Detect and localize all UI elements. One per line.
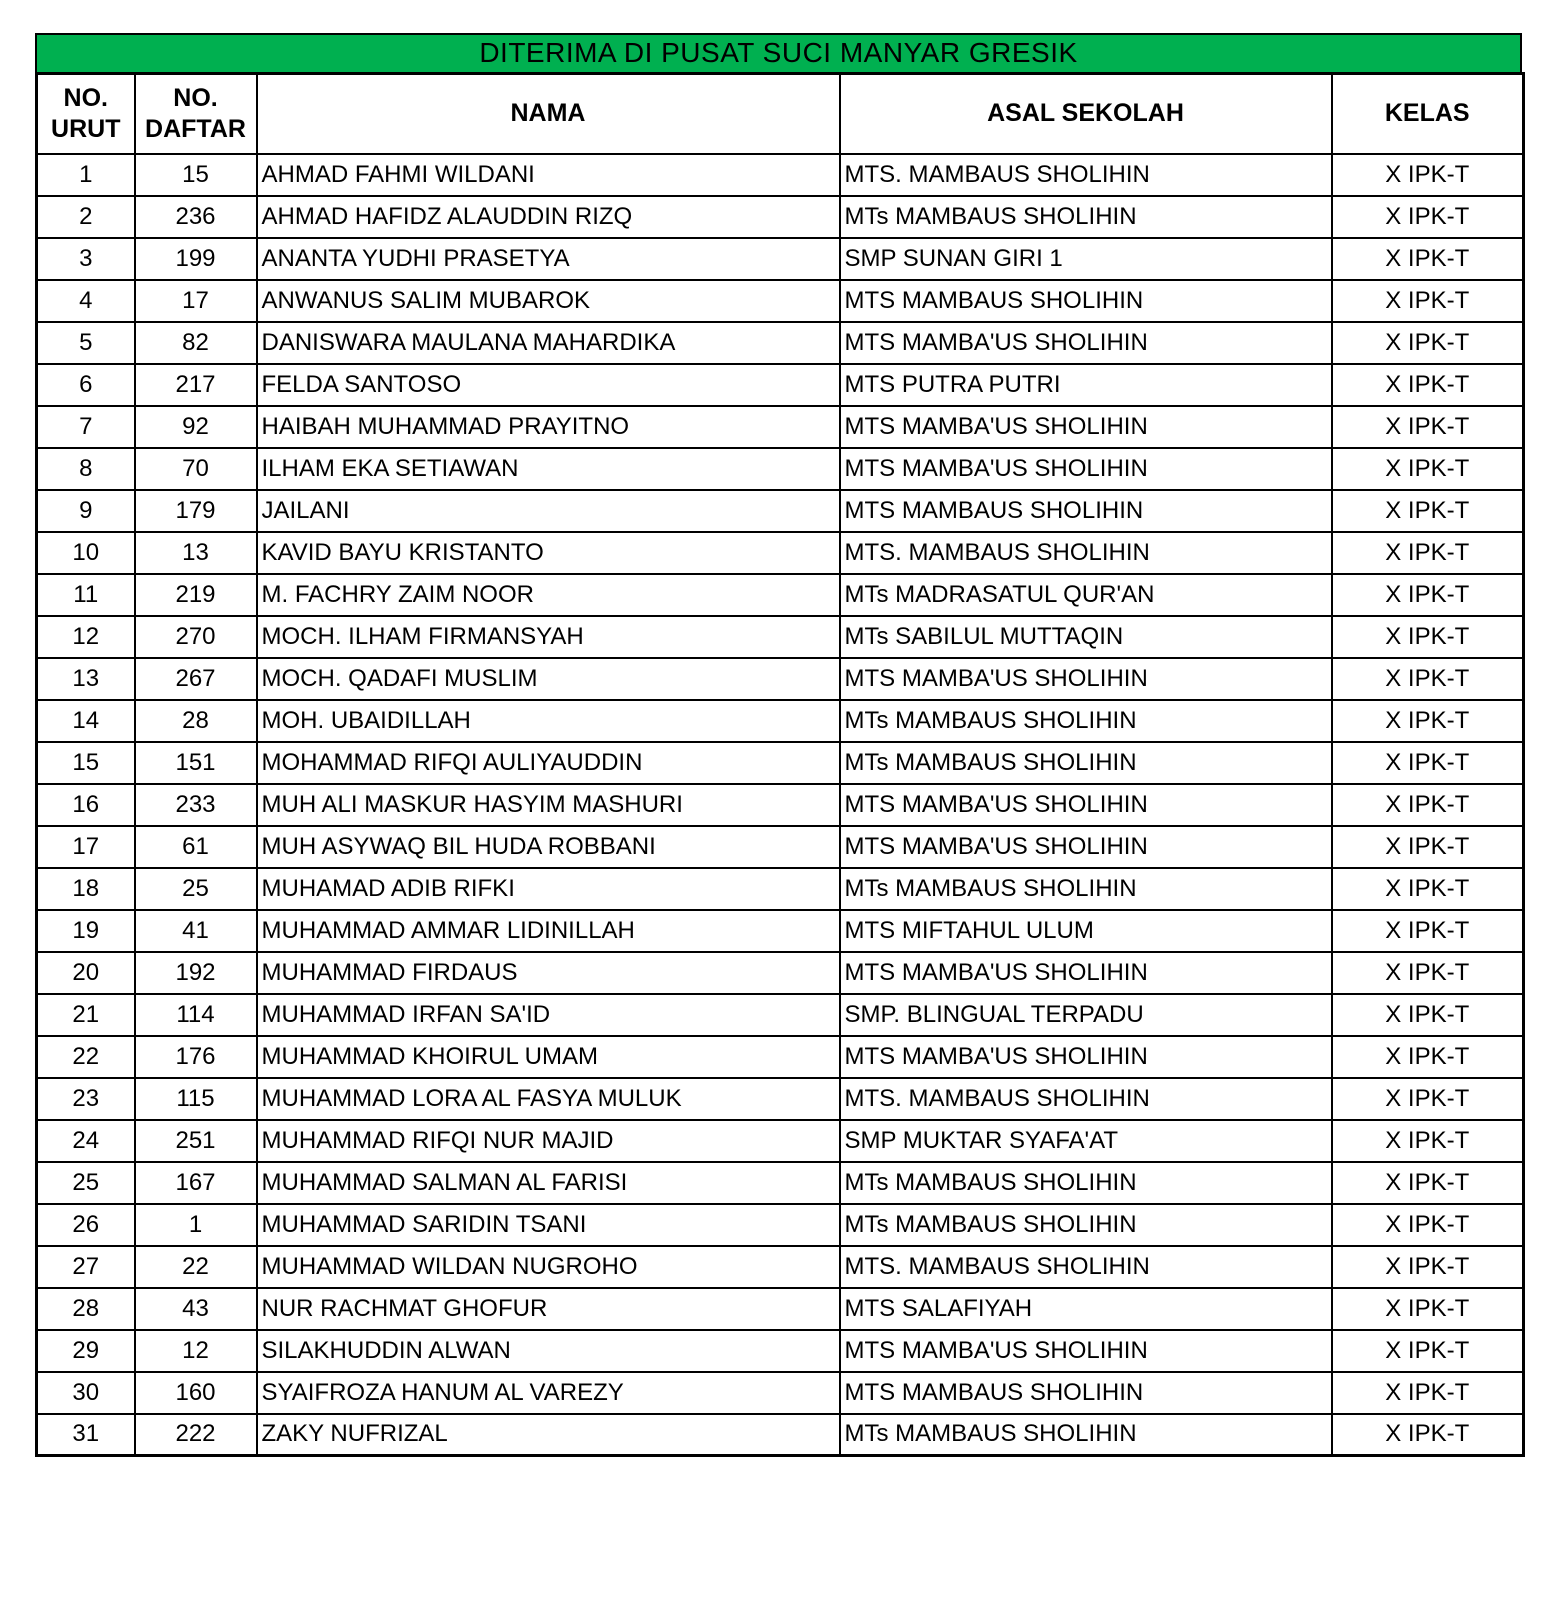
cell-no-daftar: 43 xyxy=(135,1288,257,1330)
cell-no-urut: 19 xyxy=(37,910,135,952)
table-row xyxy=(37,616,1524,658)
cell-nama: HAIBAH MUHAMMAD PRAYITNO xyxy=(257,406,840,448)
cell-no-daftar: 92 xyxy=(135,406,257,448)
cell-no-daftar: 267 xyxy=(135,658,257,700)
cell-asal-sekolah: MTS SALAFIYAH xyxy=(840,1288,1332,1330)
cell-nama: MUHAMMAD RIFQI NUR MAJID xyxy=(257,1120,840,1162)
cell-kelas: X IPK-T xyxy=(1332,868,1524,910)
table-row xyxy=(37,238,1524,280)
cell-no-urut: 1 xyxy=(37,154,135,196)
cell-kelas: X IPK-T xyxy=(1332,1036,1524,1078)
table-header xyxy=(37,74,1524,154)
cell-kelas: X IPK-T xyxy=(1332,1204,1524,1246)
cell-no-daftar: 13 xyxy=(135,532,257,574)
cell-no-daftar: 17 xyxy=(135,280,257,322)
header-nama: NAMA xyxy=(257,74,840,154)
cell-asal-sekolah: MTS MAMBAUS SHOLIHIN xyxy=(840,280,1332,322)
cell-kelas: X IPK-T xyxy=(1332,1330,1524,1372)
cell-no-daftar: 219 xyxy=(135,574,257,616)
cell-nama: MOCH. QADAFI MUSLIM xyxy=(257,658,840,700)
cell-no-daftar: 82 xyxy=(135,322,257,364)
cell-asal-sekolah: MTs MAMBAUS SHOLIHIN xyxy=(840,742,1332,784)
cell-kelas: X IPK-T xyxy=(1332,238,1524,280)
cell-no-daftar: 61 xyxy=(135,826,257,868)
cell-asal-sekolah: MTs MAMBAUS SHOLIHIN xyxy=(840,196,1332,238)
cell-no-daftar: 15 xyxy=(135,154,257,196)
cell-no-urut: 10 xyxy=(37,532,135,574)
cell-kelas: X IPK-T xyxy=(1332,700,1524,742)
cell-no-urut: 16 xyxy=(37,784,135,826)
header-kelas: KELAS xyxy=(1332,74,1524,154)
cell-asal-sekolah: MTS. MAMBAUS SHOLIHIN xyxy=(840,154,1332,196)
table-row xyxy=(37,868,1524,910)
cell-kelas: X IPK-T xyxy=(1332,532,1524,574)
table-row xyxy=(37,532,1524,574)
cell-no-daftar: 233 xyxy=(135,784,257,826)
table-body xyxy=(37,154,1524,1456)
table-row xyxy=(37,994,1524,1036)
cell-nama: MOCH. ILHAM FIRMANSYAH xyxy=(257,616,840,658)
cell-kelas: X IPK-T xyxy=(1332,1078,1524,1120)
table-row xyxy=(37,952,1524,994)
cell-kelas: X IPK-T xyxy=(1332,1120,1524,1162)
table-row xyxy=(37,1246,1524,1288)
cell-asal-sekolah: MTs MADRASATUL QUR'AN xyxy=(840,574,1332,616)
cell-no-daftar: 1 xyxy=(135,1204,257,1246)
cell-nama: MOHAMMAD RIFQI AULIYAUDDIN xyxy=(257,742,840,784)
cell-asal-sekolah: MTs MAMBAUS SHOLIHIN xyxy=(840,1162,1332,1204)
cell-no-urut: 12 xyxy=(37,616,135,658)
cell-asal-sekolah: MTs MAMBAUS SHOLIHIN xyxy=(840,1204,1332,1246)
cell-nama: MUHAMMAD KHOIRUL UMAM xyxy=(257,1036,840,1078)
cell-kelas: X IPK-T xyxy=(1332,364,1524,406)
cell-nama: ILHAM EKA SETIAWAN xyxy=(257,448,840,490)
cell-nama: AHMAD FAHMI WILDANI xyxy=(257,154,840,196)
cell-no-urut: 8 xyxy=(37,448,135,490)
cell-nama: AHMAD HAFIDZ ALAUDDIN RIZQ xyxy=(257,196,840,238)
cell-kelas: X IPK-T xyxy=(1332,826,1524,868)
header-no-daftar: NO. DAFTAR xyxy=(135,74,257,154)
cell-no-urut: 9 xyxy=(37,490,135,532)
cell-nama: MUHAMMAD IRFAN SA'ID xyxy=(257,994,840,1036)
table-row xyxy=(37,1414,1524,1456)
cell-no-daftar: 222 xyxy=(135,1414,257,1456)
cell-asal-sekolah: MTs MAMBAUS SHOLIHIN xyxy=(840,1414,1332,1456)
cell-no-urut: 15 xyxy=(37,742,135,784)
cell-asal-sekolah: MTs MAMBAUS SHOLIHIN xyxy=(840,700,1332,742)
table-row xyxy=(37,1288,1524,1330)
cell-no-urut: 5 xyxy=(37,322,135,364)
cell-no-urut: 30 xyxy=(37,1372,135,1414)
cell-asal-sekolah: MTS MIFTAHUL ULUM xyxy=(840,910,1332,952)
table-row xyxy=(37,574,1524,616)
cell-asal-sekolah: MTS PUTRA PUTRI xyxy=(840,364,1332,406)
cell-asal-sekolah: SMP MUKTAR SYAFA'AT xyxy=(840,1120,1332,1162)
cell-kelas: X IPK-T xyxy=(1332,1414,1524,1456)
cell-no-urut: 29 xyxy=(37,1330,135,1372)
table-row xyxy=(37,154,1524,196)
cell-kelas: X IPK-T xyxy=(1332,658,1524,700)
cell-no-daftar: 167 xyxy=(135,1162,257,1204)
header-row xyxy=(37,74,1524,154)
cell-nama: ANWANUS SALIM MUBAROK xyxy=(257,280,840,322)
cell-no-daftar: 25 xyxy=(135,868,257,910)
cell-asal-sekolah: MTS MAMBA'US SHOLIHIN xyxy=(840,448,1332,490)
cell-no-daftar: 41 xyxy=(135,910,257,952)
cell-no-daftar: 251 xyxy=(135,1120,257,1162)
cell-no-daftar: 70 xyxy=(135,448,257,490)
cell-asal-sekolah: MTS MAMBAUS SHOLIHIN xyxy=(840,490,1332,532)
table-row xyxy=(37,1372,1524,1414)
table-row xyxy=(37,784,1524,826)
table-row xyxy=(37,490,1524,532)
table-title-bar: DITERIMA DI PUSAT SUCI MANYAR GRESIK xyxy=(35,33,1522,72)
cell-asal-sekolah: MTS MAMBA'US SHOLIHIN xyxy=(840,952,1332,994)
cell-no-urut: 24 xyxy=(37,1120,135,1162)
cell-kelas: X IPK-T xyxy=(1332,994,1524,1036)
table-row xyxy=(37,364,1524,406)
cell-kelas: X IPK-T xyxy=(1332,784,1524,826)
cell-no-urut: 21 xyxy=(37,994,135,1036)
cell-nama: MUHAMAD ADIB RIFKI xyxy=(257,868,840,910)
cell-kelas: X IPK-T xyxy=(1332,448,1524,490)
cell-no-urut: 25 xyxy=(37,1162,135,1204)
cell-asal-sekolah: MTS MAMBA'US SHOLIHIN xyxy=(840,658,1332,700)
table-row xyxy=(37,1120,1524,1162)
cell-nama: MUHAMMAD SALMAN AL FARISI xyxy=(257,1162,840,1204)
cell-no-daftar: 179 xyxy=(135,490,257,532)
cell-kelas: X IPK-T xyxy=(1332,1372,1524,1414)
cell-asal-sekolah: MTS. MAMBAUS SHOLIHIN xyxy=(840,1246,1332,1288)
table-row xyxy=(37,196,1524,238)
table-row xyxy=(37,1036,1524,1078)
cell-no-urut: 27 xyxy=(37,1246,135,1288)
cell-no-urut: 11 xyxy=(37,574,135,616)
cell-kelas: X IPK-T xyxy=(1332,1288,1524,1330)
cell-nama: FELDA SANTOSO xyxy=(257,364,840,406)
cell-nama: ANANTA YUDHI PRASETYA xyxy=(257,238,840,280)
cell-kelas: X IPK-T xyxy=(1332,280,1524,322)
header-asal-sekolah: ASAL SEKOLAH xyxy=(840,74,1332,154)
table-row xyxy=(37,910,1524,952)
cell-nama: MUHAMMAD AMMAR LIDINILLAH xyxy=(257,910,840,952)
cell-asal-sekolah: MTS. MAMBAUS SHOLIHIN xyxy=(840,1078,1332,1120)
table-row xyxy=(37,280,1524,322)
table-row xyxy=(37,322,1524,364)
cell-kelas: X IPK-T xyxy=(1332,1162,1524,1204)
cell-no-urut: 13 xyxy=(37,658,135,700)
cell-nama: SILAKHUDDIN ALWAN xyxy=(257,1330,840,1372)
cell-no-urut: 20 xyxy=(37,952,135,994)
cell-no-daftar: 28 xyxy=(135,700,257,742)
cell-nama: SYAIFROZA HANUM AL VAREZY xyxy=(257,1372,840,1414)
table-row xyxy=(37,1078,1524,1120)
cell-no-daftar: 115 xyxy=(135,1078,257,1120)
cell-asal-sekolah: MTS MAMBAUS SHOLIHIN xyxy=(840,1372,1332,1414)
cell-no-urut: 18 xyxy=(37,868,135,910)
cell-kelas: X IPK-T xyxy=(1332,616,1524,658)
cell-asal-sekolah: MTS MAMBA'US SHOLIHIN xyxy=(840,784,1332,826)
cell-nama: NUR RACHMAT GHOFUR xyxy=(257,1288,840,1330)
cell-nama: KAVID BAYU KRISTANTO xyxy=(257,532,840,574)
cell-asal-sekolah: SMP SUNAN GIRI 1 xyxy=(840,238,1332,280)
cell-no-daftar: 114 xyxy=(135,994,257,1036)
cell-no-urut: 7 xyxy=(37,406,135,448)
cell-kelas: X IPK-T xyxy=(1332,196,1524,238)
cell-kelas: X IPK-T xyxy=(1332,490,1524,532)
cell-nama: MUHAMMAD FIRDAUS xyxy=(257,952,840,994)
cell-kelas: X IPK-T xyxy=(1332,574,1524,616)
cell-asal-sekolah: MTS MAMBA'US SHOLIHIN xyxy=(840,322,1332,364)
table-row xyxy=(37,700,1524,742)
cell-no-urut: 14 xyxy=(37,700,135,742)
cell-no-daftar: 22 xyxy=(135,1246,257,1288)
cell-no-urut: 2 xyxy=(37,196,135,238)
cell-no-daftar: 12 xyxy=(135,1330,257,1372)
cell-no-daftar: 217 xyxy=(135,364,257,406)
header-no-urut: NO. URUT xyxy=(37,74,135,154)
cell-nama: M. FACHRY ZAIM NOOR xyxy=(257,574,840,616)
cell-asal-sekolah: MTS MAMBA'US SHOLIHIN xyxy=(840,826,1332,868)
cell-nama: DANISWARA MAULANA MAHARDIKA xyxy=(257,322,840,364)
cell-nama: MUHAMMAD SARIDIN TSANI xyxy=(257,1204,840,1246)
cell-asal-sekolah: MTS MAMBA'US SHOLIHIN xyxy=(840,1036,1332,1078)
table-row xyxy=(37,1162,1524,1204)
cell-no-daftar: 160 xyxy=(135,1372,257,1414)
cell-kelas: X IPK-T xyxy=(1332,322,1524,364)
cell-kelas: X IPK-T xyxy=(1332,952,1524,994)
cell-nama: JAILANI xyxy=(257,490,840,532)
table-row xyxy=(37,1204,1524,1246)
cell-no-daftar: 176 xyxy=(135,1036,257,1078)
acceptance-table xyxy=(35,72,1525,1457)
cell-no-daftar: 151 xyxy=(135,742,257,784)
cell-nama: MUHAMMAD LORA AL FASYA MULUK xyxy=(257,1078,840,1120)
cell-no-urut: 17 xyxy=(37,826,135,868)
table-row xyxy=(37,1330,1524,1372)
cell-no-urut: 3 xyxy=(37,238,135,280)
table-row xyxy=(37,406,1524,448)
cell-asal-sekolah: SMP. BLINGUAL TERPADU xyxy=(840,994,1332,1036)
cell-nama: ZAKY NUFRIZAL xyxy=(257,1414,840,1456)
table-row xyxy=(37,826,1524,868)
cell-no-urut: 26 xyxy=(37,1204,135,1246)
cell-kelas: X IPK-T xyxy=(1332,406,1524,448)
cell-no-urut: 4 xyxy=(37,280,135,322)
cell-kelas: X IPK-T xyxy=(1332,742,1524,784)
table-row xyxy=(37,658,1524,700)
table-row xyxy=(37,742,1524,784)
cell-nama: MUH ALI MASKUR HASYIM MASHURI xyxy=(257,784,840,826)
cell-asal-sekolah: MTS MAMBA'US SHOLIHIN xyxy=(840,406,1332,448)
cell-no-urut: 31 xyxy=(37,1414,135,1456)
cell-no-urut: 6 xyxy=(37,364,135,406)
cell-kelas: X IPK-T xyxy=(1332,910,1524,952)
cell-no-urut: 22 xyxy=(37,1036,135,1078)
cell-no-daftar: 199 xyxy=(135,238,257,280)
cell-asal-sekolah: MTs SABILUL MUTTAQIN xyxy=(840,616,1332,658)
cell-no-urut: 28 xyxy=(37,1288,135,1330)
cell-nama: MUHAMMAD WILDAN NUGROHO xyxy=(257,1246,840,1288)
cell-asal-sekolah: MTS MAMBA'US SHOLIHIN xyxy=(840,1330,1332,1372)
cell-kelas: X IPK-T xyxy=(1332,1246,1524,1288)
cell-asal-sekolah: MTS. MAMBAUS SHOLIHIN xyxy=(840,532,1332,574)
cell-kelas: X IPK-T xyxy=(1332,154,1524,196)
cell-no-urut: 23 xyxy=(37,1078,135,1120)
cell-no-daftar: 192 xyxy=(135,952,257,994)
cell-asal-sekolah: MTs MAMBAUS SHOLIHIN xyxy=(840,868,1332,910)
cell-no-daftar: 270 xyxy=(135,616,257,658)
cell-no-daftar: 236 xyxy=(135,196,257,238)
cell-nama: MOH. UBAIDILLAH xyxy=(257,700,840,742)
table-row xyxy=(37,448,1524,490)
cell-nama: MUH ASYWAQ BIL HUDA ROBBANI xyxy=(257,826,840,868)
